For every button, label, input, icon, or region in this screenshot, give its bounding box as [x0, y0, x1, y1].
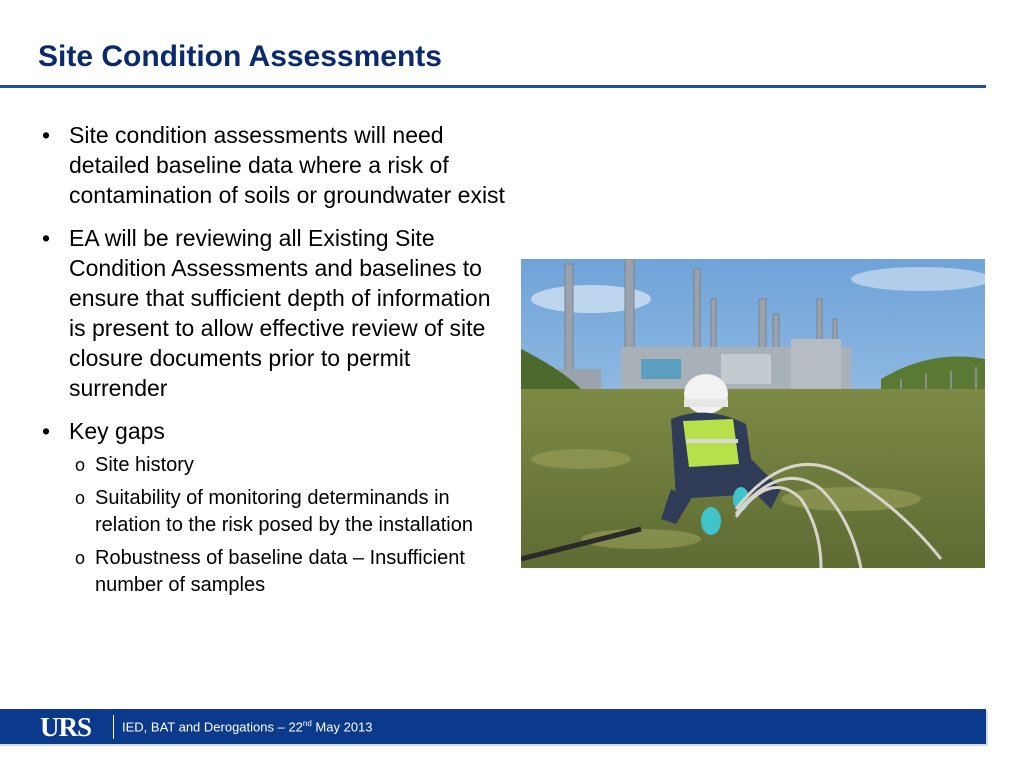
sub-bullet-text: Robustness of baseline data – Insufficient number of samples: [95, 547, 465, 596]
sub-bullet-item: [69, 452, 510, 479]
footer-superscript: nd: [302, 719, 312, 728]
sub-bullet-text: Suitability of monitoring determinands in relation to the risk posed by the installation: [95, 487, 473, 536]
footer-separator: [113, 715, 114, 739]
bullet-list: [40, 120, 510, 612]
key-gaps-list: [69, 452, 510, 599]
industrial-site-photo: [521, 259, 985, 568]
bullet-dot-icon: •: [42, 122, 51, 148]
bullet-dot-icon: •: [42, 225, 51, 251]
bullet-text: Site condition assessments will need detailed baseline data where a risk of contamination of soils or groundwater exist: [69, 122, 505, 208]
bullet-text: Key gaps: [69, 418, 165, 444]
sub-bullet-item: [69, 545, 510, 599]
footer-text-date: May 2013: [311, 719, 373, 735]
bullet-item: [40, 120, 510, 210]
bullet-dot-icon: •: [42, 418, 51, 444]
title-divider: [0, 85, 986, 88]
urs-logo: URS: [40, 712, 92, 742]
slide-title: Site Condition Assessments: [38, 40, 442, 73]
sub-bullet-text: Site history: [95, 454, 194, 476]
bullet-text: EA will be reviewing all Existing Site Condition Assessments and baselines to ensure that sufficient depth of information is present to allow effective review of site closure documents prior to permit surrender: [69, 225, 491, 401]
bullet-item: [40, 416, 510, 599]
circle-bullet-icon: o: [75, 548, 86, 568]
footer-text-main: IED, BAT and Derogations – 22: [122, 719, 303, 735]
circle-bullet-icon: o: [75, 488, 86, 508]
footer-shadow-right: [986, 711, 988, 746]
bullet-item: [40, 223, 510, 403]
sub-bullet-item: [69, 485, 510, 539]
footer-shadow: [0, 744, 986, 746]
footer-text: [122, 719, 373, 734]
circle-bullet-icon: o: [75, 455, 86, 475]
